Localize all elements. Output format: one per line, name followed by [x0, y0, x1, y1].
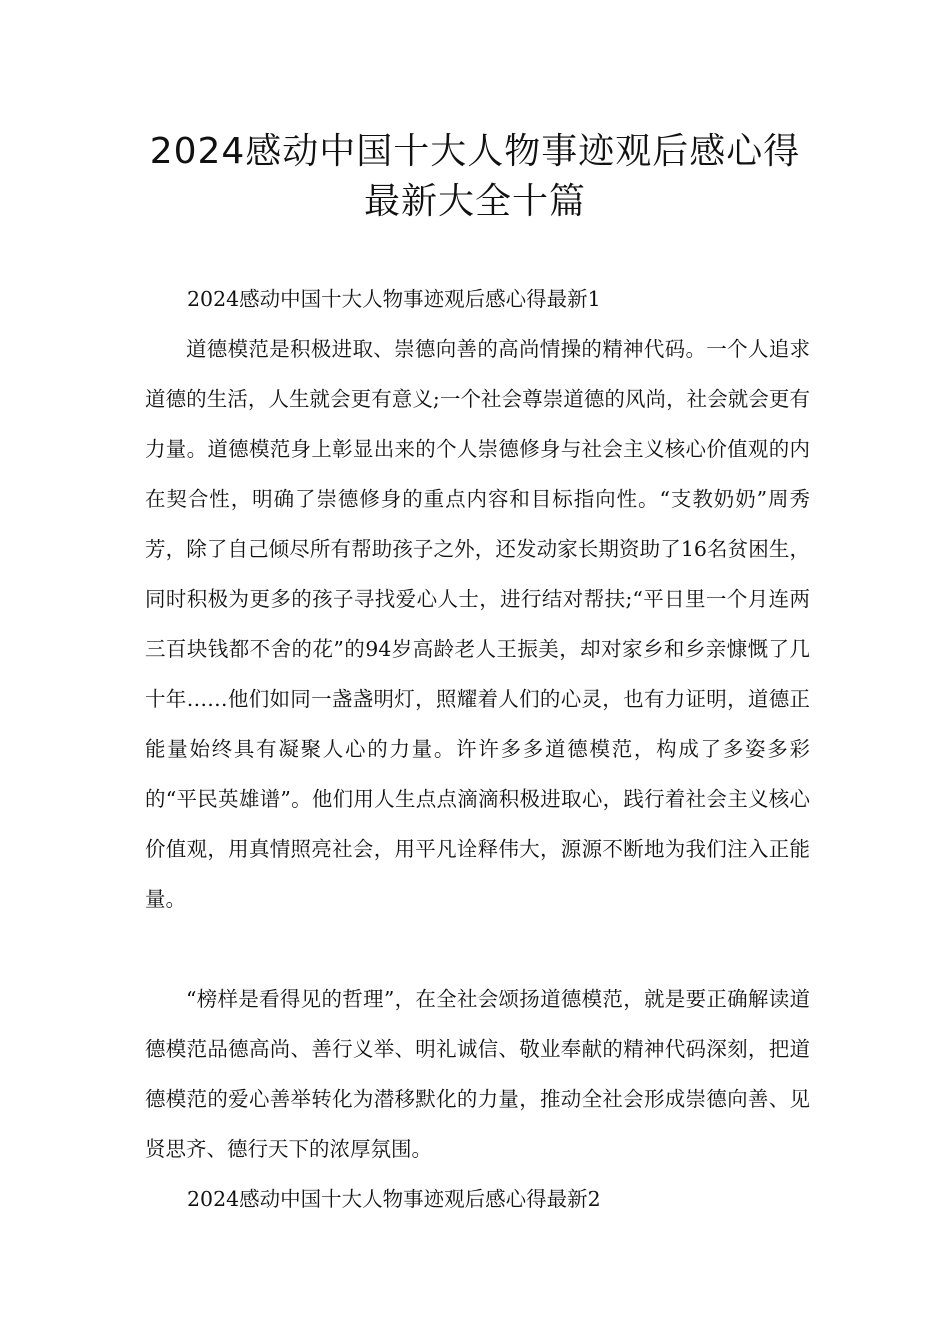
- paragraph-1: 道德模范是积极进取、崇德向善的高尚情操的精神代码。一个人追求道德的生活，人生就会更有意义;一个社会尊崇道德的风尚，社会就会更有力量。道德模范身上彰显出来的个人崇德修身与社会主义核心价值观的内在契合性，明确了崇德修身的重点内容和目标指向性。“支教奶奶”周秀芳，除了自己倾尽所有帮助孩子之外，还发动家长期资助了16名贫困生，同时积极为更多的孩子寻找爱心人士，进行结对帮扶;“平日里一个月连两三百块钱都不舍的花”的94岁高龄老人王振美，却对家乡和乡亲慷慨了几十年……他们如同一盏盏明灯，照耀着人们的心灵，也有力证明，道德正能量始终具有凝聚人心的力量。许许多多道德模范，构成了多姿多彩的“平民英雄谱”。他们用人生点点滴滴积极进取心，践行着社会主义核心价值观，用真情照亮社会，用平凡诠释伟大，源源不断地为我们注入正能量。: [145, 337, 810, 911]
- document-title-line-1: 2024感动中国十大人物事迹观后感心得: [149, 131, 801, 172]
- paragraph-2: “榜样是看得见的哲理”，在全社会颂扬道德模范，就是要正确解读道德模范品德高尚、善行义举、明礼诚信、敬业奉献的精神代码深刻，把道德模范的爱心善举转化为潜移默化的力量，推动全社会形成崇德向善、见贤思齐、德行天下的浓厚氛围。: [145, 987, 810, 1161]
- document-body: [145, 324, 810, 924]
- section-heading-1: 2024感动中国十大人物事迹观后感心得最新1: [187, 287, 601, 311]
- document-body-2: [145, 974, 810, 1174]
- document-title-line-2: 最新大全十篇: [363, 181, 586, 222]
- section-heading-2: 2024感动中国十大人物事迹观后感心得最新2: [187, 1187, 601, 1211]
